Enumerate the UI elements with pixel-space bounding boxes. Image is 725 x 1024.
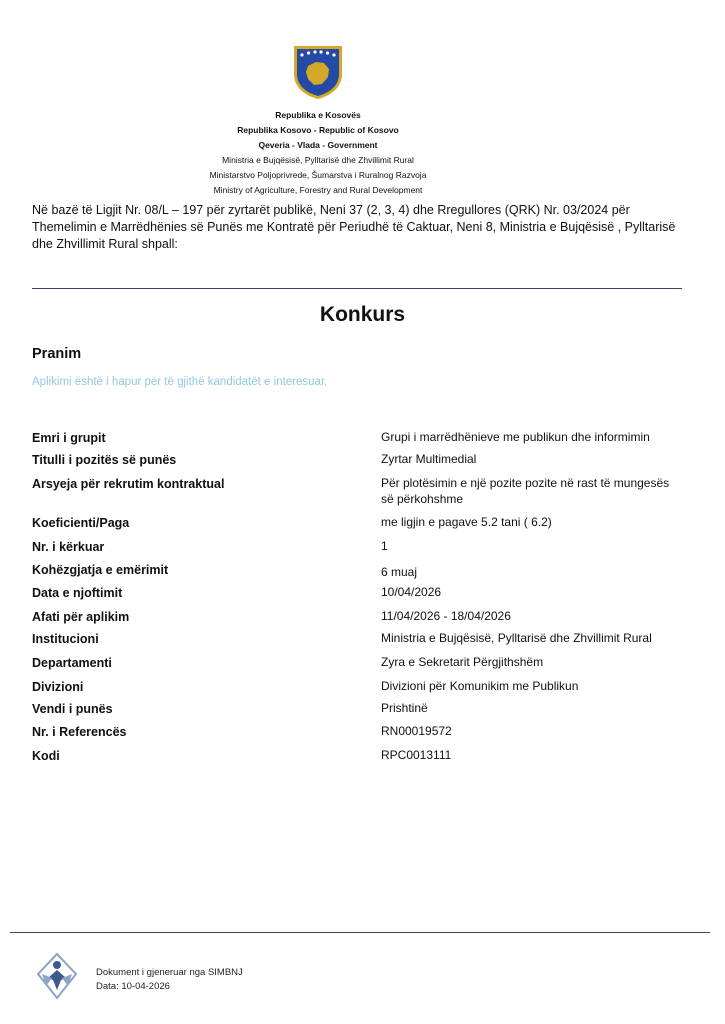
header-line-1: Republika e Kosovës (275, 110, 361, 120)
simbnj-logo-icon (34, 952, 80, 1002)
detail-value: Për plotësimin e një pozite pozite në rast të mungesës së përkohshme (381, 476, 670, 506)
footer-date: Data: 10-04-2026 (96, 981, 170, 992)
detail-value: 10/04/2026 (381, 585, 442, 599)
kosovo-emblem-icon (292, 44, 344, 100)
section-heading: Pranim (32, 346, 82, 362)
detail-label: Institucioni (32, 632, 99, 646)
top-divider (32, 288, 682, 289)
detail-value: me ligjin e pagave 5.2 tani ( 6.2) (381, 515, 552, 529)
detail-value: 6 muaj (381, 565, 418, 579)
header-line-6: Ministry of Agriculture, Forestry and Rural Development (213, 185, 423, 195)
detail-value: 11/04/2026 - 18/04/2026 (381, 609, 511, 623)
header-line-2: Republika Kosovo - Republic of Kosovo (237, 125, 399, 135)
government-header (0, 108, 636, 198)
page-title: Konkurs (319, 303, 406, 326)
detail-value: Zyrtar Multimedial (381, 452, 477, 466)
detail-label: Nr. i Referencës (32, 725, 127, 739)
header-line-5: Ministarstvo Poljoprivrede, Šumarstva i Ruralnog Razvoja (209, 170, 427, 180)
detail-label: Kohëzgjatja e emërimit (32, 563, 169, 577)
detail-label: Afati për aplikim (32, 610, 130, 624)
detail-label: Koeficienti/Paga (32, 516, 130, 530)
detail-value: Zyra e Sekretarit Përgjithshëm (381, 655, 544, 669)
footer-text (96, 966, 243, 994)
footer-divider (10, 932, 710, 933)
header-line-3: Qeveria - Vlada - Government (258, 140, 378, 150)
detail-value: 1 (381, 539, 388, 553)
detail-value: Grupi i marrëdhënieve me publikun dhe informimin (381, 430, 650, 444)
detail-label: Vendi i punës (32, 702, 113, 716)
detail-label: Kodi (32, 749, 60, 763)
detail-label: Divizioni (32, 680, 84, 694)
detail-label: Data e njoftimit (32, 586, 123, 600)
detail-value: RN00019572 (381, 724, 452, 738)
application-note: Aplikimi është i hapur për të gjithë kandidatët e interesuar. (32, 376, 328, 388)
detail-value: Prishtinë (381, 701, 428, 715)
detail-label: Nr. i kërkuar (32, 540, 105, 554)
detail-label: Departamenti (32, 656, 112, 670)
header-line-4: Ministria e Bujqësisë, Pylltarisë dhe Zhvillimit Rural (222, 155, 414, 165)
detail-label: Arsyeja për rekrutim kontraktual (32, 477, 225, 491)
detail-value: RPC0013111 (381, 748, 452, 762)
detail-value: Ministria e Bujqësisë, Pylltarisë dhe Zhvillimit Rural (381, 631, 652, 645)
intro-paragraph: Në bazë të Ligjit Nr. 08/L – 197 për zyrtarët publikë, Neni 37 (2, 3, 4) dhe Rregullores (QRK) Nr. 03/2024 për Themelimin e Marrëdhënies së Punës me Kontratë për Periudhë të Caktuar, Neni 8, Ministria e Bujqësisë , Pylltarisë dhe Zhvillimit Rural shpall: (32, 203, 676, 251)
detail-label: Emri i grupit (32, 431, 106, 445)
detail-label: Titulli i pozitës së punës (32, 453, 177, 467)
detail-value: Divizioni për Komunikim me Publikun (381, 679, 579, 693)
footer-generated-by: Dokument i gjeneruar nga SIMBNJ (96, 967, 243, 978)
